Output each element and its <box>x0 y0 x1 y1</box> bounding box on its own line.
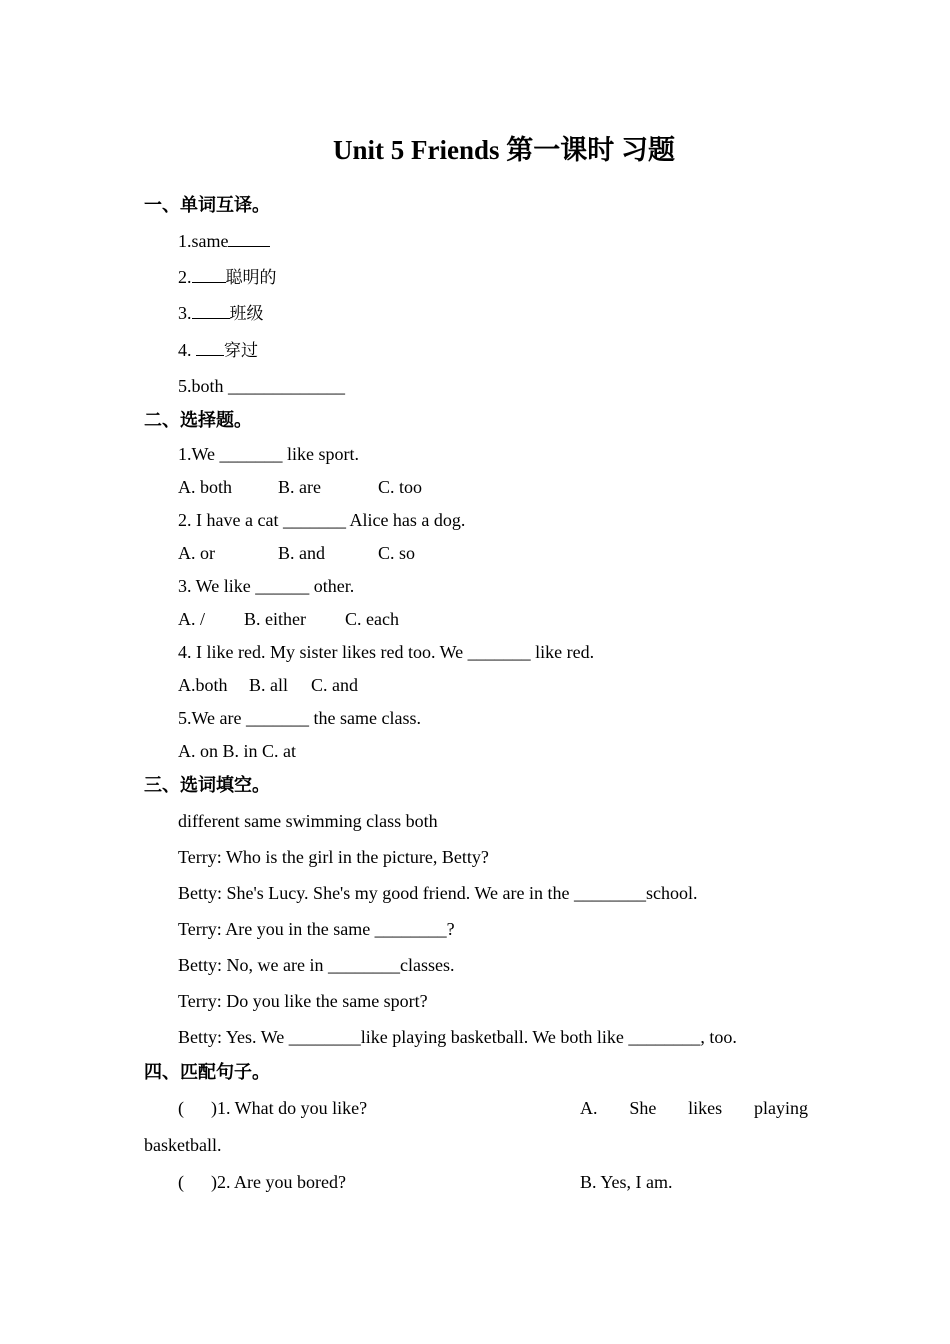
option-a: A.both <box>178 675 228 695</box>
answer-blank <box>192 300 230 319</box>
dialogue-line-3: Terry: Are you in the same ________? <box>178 919 455 939</box>
option-c: C. too <box>378 477 423 497</box>
vocab-item-2 <box>178 264 277 291</box>
answer-blank <box>196 337 224 356</box>
vocab-item-5 <box>178 373 345 399</box>
match-question-2: ( )2. Are you bored? <box>178 1172 346 1192</box>
answer-blank <box>228 228 270 247</box>
vocab-item-2-suffix: 聪明的 <box>225 268 277 288</box>
dialogue-line-6: Betty: Yes. We ________like playing basketball. We both like ________, too. <box>178 1027 737 1047</box>
vocab-item-4 <box>178 337 258 364</box>
option-a: A. / <box>178 609 205 629</box>
option-a: A. both <box>178 477 232 497</box>
option-c: C. each <box>345 609 399 629</box>
word-bank: different same swimming class both <box>178 811 438 831</box>
option-b: B. all <box>249 675 288 695</box>
answer-blank <box>192 264 226 283</box>
option-a: A. or <box>178 543 215 563</box>
dialogue-line-1: Terry: Who is the girl in the picture, Betty? <box>178 847 489 867</box>
match-row-2 <box>178 1169 808 1195</box>
vocab-item-1 <box>178 228 270 254</box>
option-c: C. and <box>311 675 358 695</box>
question-5: 5.We are _______ the same class. <box>178 708 421 728</box>
match-row-1 <box>178 1095 808 1121</box>
vocab-item-2-prefix: 2. <box>178 267 192 287</box>
section2-heading: 二、选择题。 <box>144 410 252 431</box>
option-b: B. are <box>278 477 321 497</box>
match-answer-a-word: likes <box>688 1098 723 1118</box>
question-2: 2. I have a cat _______ Alice has a dog. <box>178 510 466 530</box>
vocab-item-3-suffix: 班级 <box>229 304 264 324</box>
match-answer-a-word: playing <box>753 1098 808 1118</box>
vocab-item-3 <box>178 300 264 327</box>
vocab-item-4-suffix: 穿过 <box>224 341 258 361</box>
option-b: B. and <box>278 543 325 563</box>
vocab-item-1-prefix: 1.same <box>178 231 229 251</box>
section3-heading: 三、选词填空。 <box>144 775 270 796</box>
dialogue-line-4: Betty: No, we are in ________classes. <box>178 955 455 975</box>
question-4: 4. I like red. My sister likes red too. We _______ like red. <box>178 642 595 662</box>
match-question-1: ( )1. What do you like? <box>178 1098 368 1118</box>
dialogue-line-2: Betty: She's Lucy. She's my good friend. We are in the ________school. <box>178 883 698 903</box>
vocab-item-4-prefix: 4. <box>178 340 196 360</box>
vocab-item-5-prefix: 5.both _____________ <box>178 376 346 396</box>
question-5-options: A. on B. in C. at <box>178 741 297 761</box>
dialogue-line-5: Terry: Do you like the same sport? <box>178 991 428 1011</box>
match-answer-a-wrap: basketball. <box>144 1135 222 1155</box>
match-answer-a-word: She <box>629 1098 657 1118</box>
option-c: C. so <box>378 543 416 563</box>
section1-heading: 一、单词互译。 <box>144 195 270 216</box>
page-title: Unit 5 Friends 第一课时 习题 <box>332 135 675 165</box>
question-3: 3. We like ______ other. <box>178 576 355 596</box>
match-answer-a <box>580 1095 808 1121</box>
vocab-item-3-prefix: 3. <box>178 303 192 323</box>
match-answer-a-word: A. <box>580 1098 598 1118</box>
option-b: B. either <box>244 609 306 629</box>
question-1: 1.We _______ like sport. <box>178 444 360 464</box>
section4-heading: 四、匹配句子。 <box>144 1062 270 1083</box>
match-answer-b: B. Yes, I am. <box>580 1172 673 1192</box>
